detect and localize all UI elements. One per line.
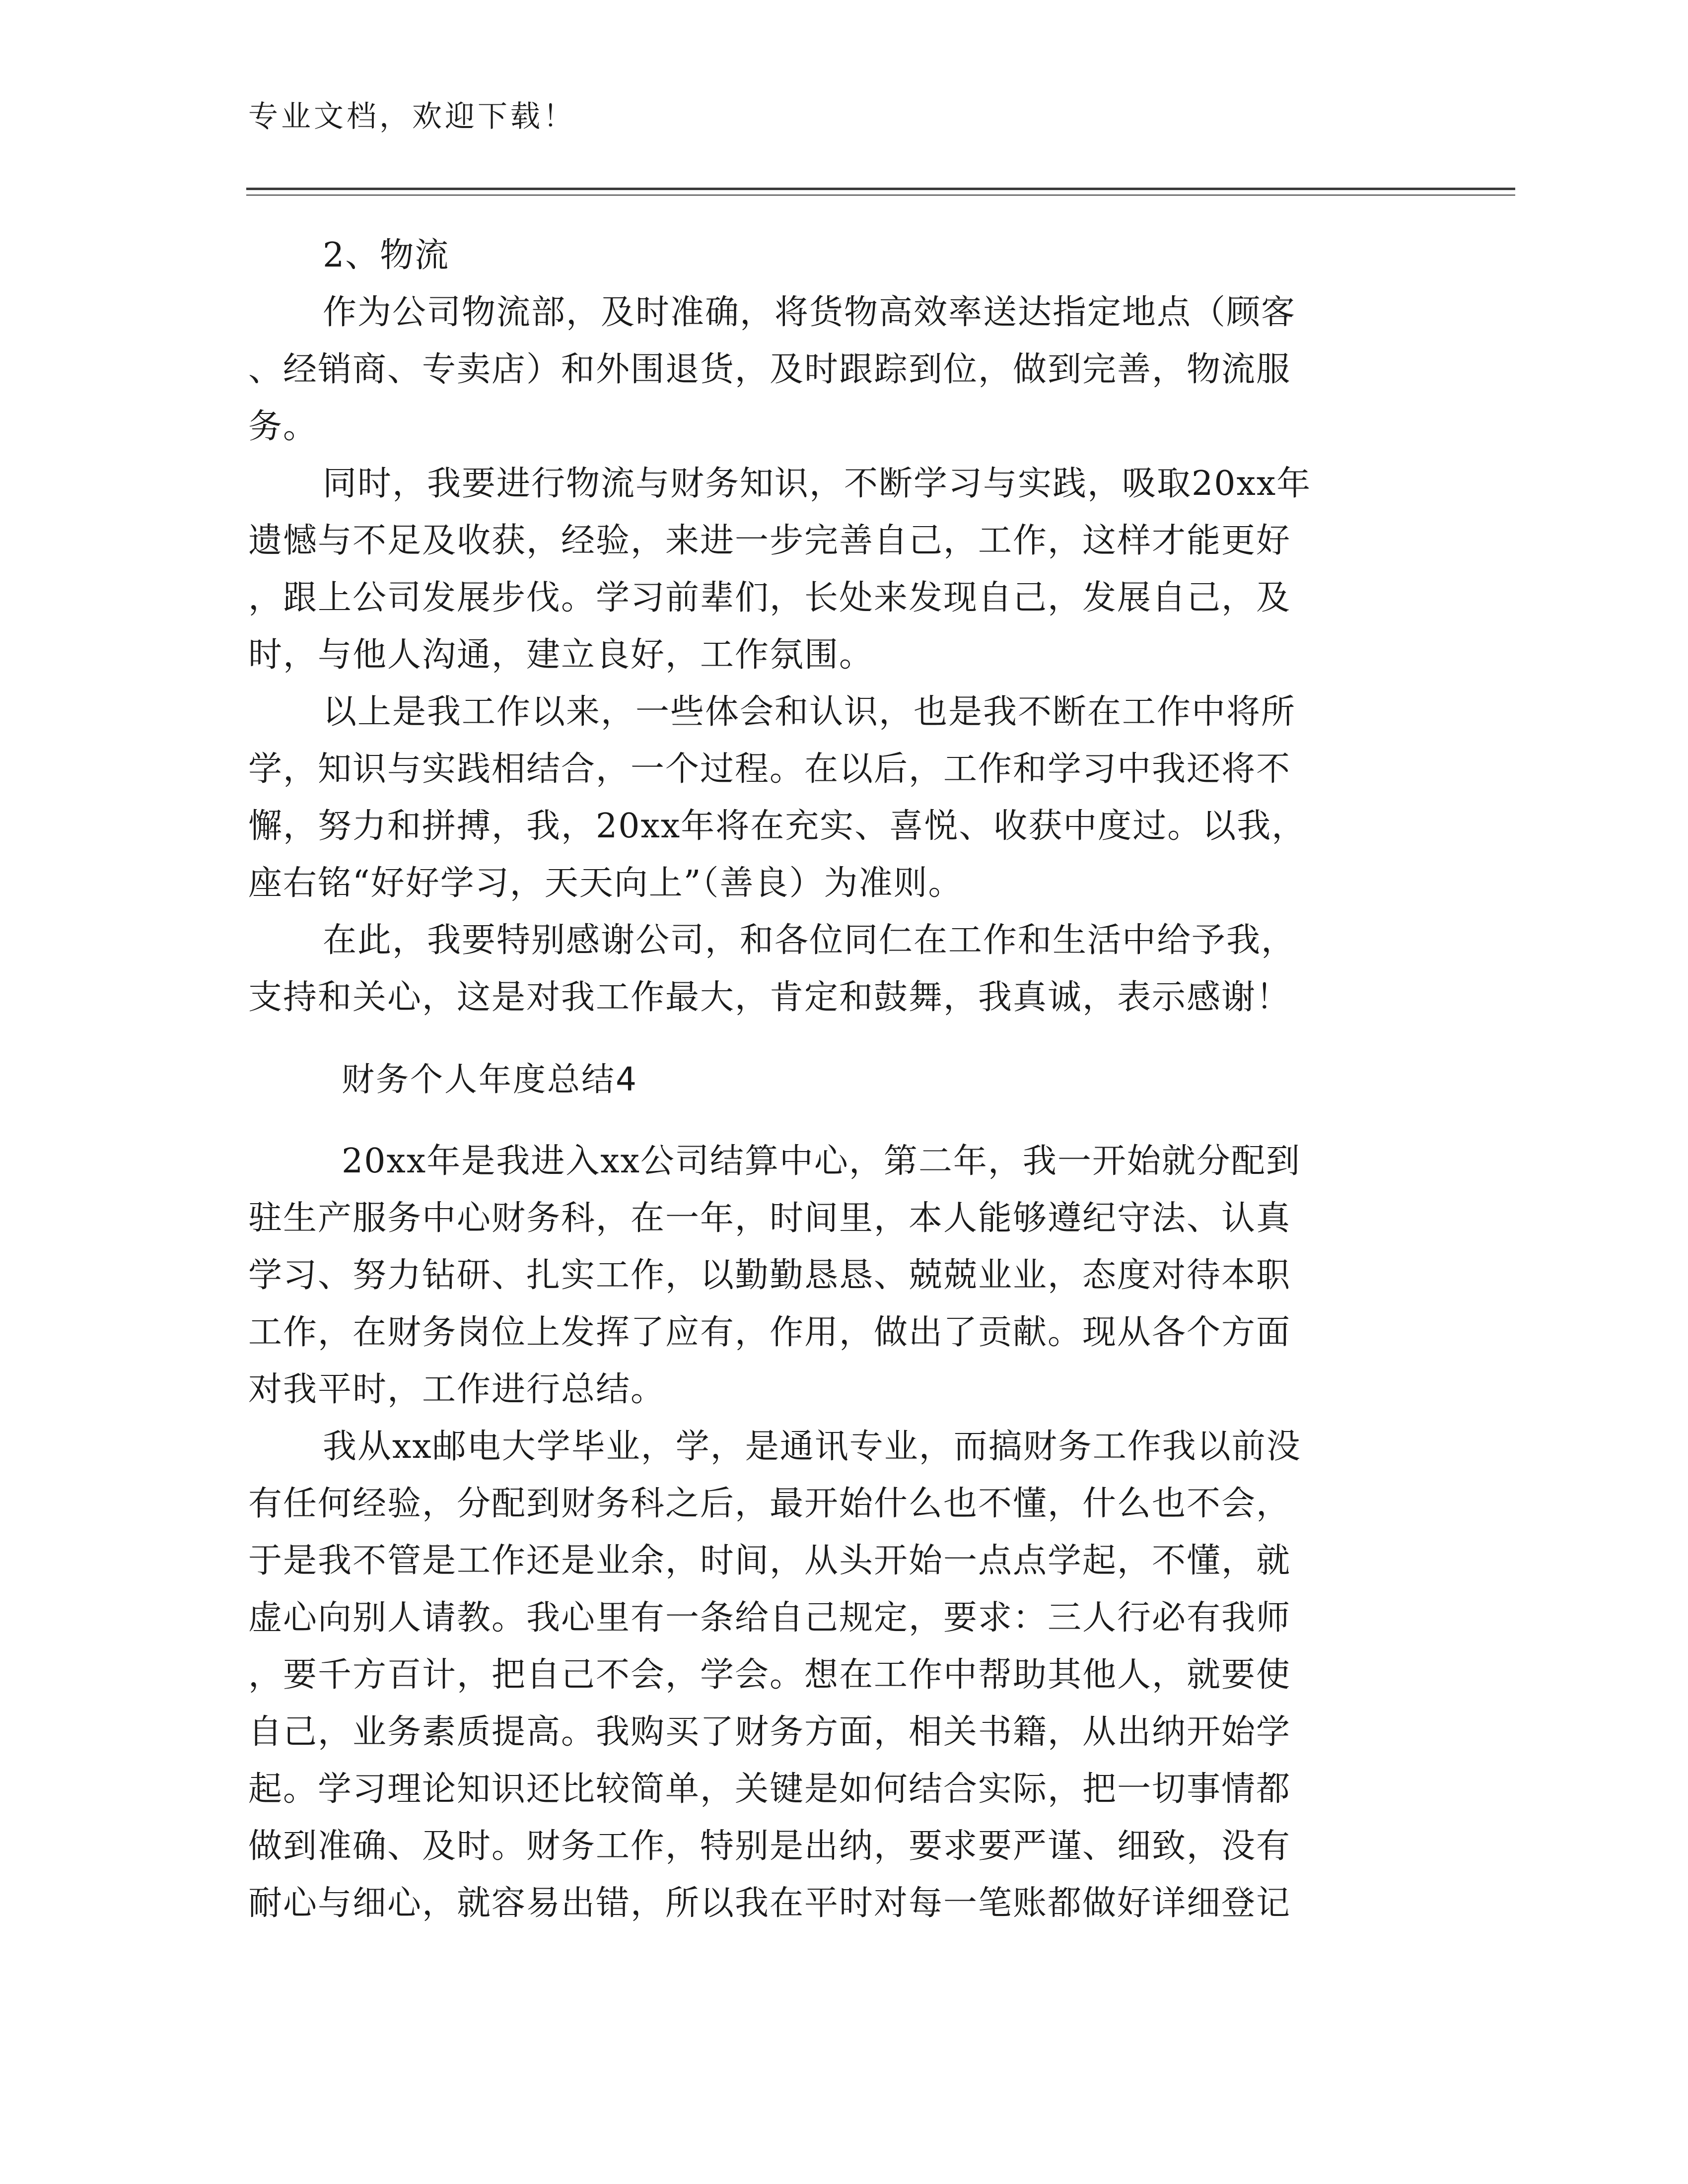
header-divider-thick [246,188,1515,190]
paragraph-line: 在此，我要特别感谢公司，和各位同仁在工作和生活中给予我， [323,921,1296,960]
paragraph-line: 20xx年是我进入xx公司结算中心，第二年，我一开始就分配到 [342,1142,1301,1181]
paragraph-line: ，要千方百计，把自己不会，学会。想在工作中帮助其他人，就要使 [248,1655,1291,1695]
paragraph-line: 同时，我要进行物流与财务知识，不断学习与实践，吸取20xx年 [323,464,1312,503]
paragraph-line: 做到准确、及时。财务工作，特别是出纳，要求要严谨、细致，没有 [248,1827,1291,1866]
paragraph-line: 遗憾与不足及收获，经验，来进一步完善自己，工作，这样才能更好 [248,521,1291,560]
paragraph-line: 、经销商、专卖店）和外围退货，及时跟踪到位，做到完善，物流服 [248,350,1291,389]
paragraph-line: 我从xx邮电大学毕业，学，是通讯专业，而搞财务工作我以前没 [323,1427,1301,1466]
paragraph-line: 务。 [248,407,318,446]
paragraph-line: 以上是我工作以来，一些体会和认识，也是我不断在工作中将所 [323,692,1296,732]
paragraph-line: 座右铭“好好学习，天天向上”（善良）为准则。 [248,864,963,903]
subsection-title: 2、物流 [323,236,450,275]
paragraph-line: 有任何经验，分配到财务科之后，最开始什么也不懂，什么也不会， [248,1484,1291,1523]
paragraph-line: 对我平时，工作进行总结。 [248,1370,666,1409]
paragraph-line: 工作，在财务岗位上发挥了应有，作用，做出了贡献。现从各个方面 [248,1313,1291,1352]
paragraph-line: 懈，努力和拼搏，我，20xx年将在充实、喜悦、收获中度过。以我， [248,807,1307,846]
paragraph-line: 虚心向别人请教。我心里有一条给自己规定，要求：三人行必有我师 [248,1598,1291,1638]
paragraph-line: 于是我不管是工作还是业余，时间，从头开始一点点学起，不懂，就 [248,1541,1291,1580]
paragraph-line: 学习、努力钻研、扎实工作，以勤勤恳恳、兢兢业业，态度对待本职 [248,1256,1291,1295]
paragraph-line: 驻生产服务中心财务科，在一年，时间里，本人能够遵纪守法、认真 [248,1199,1291,1238]
header-divider-thin [246,195,1515,196]
page-header: 专业文档，欢迎下载！ [248,99,576,134]
paragraph-line: 自己，业务素质提高。我购买了财务方面，相关书籍，从出纳开始学 [248,1712,1291,1752]
paragraph-line: 起。学习理论知识还比较简单，关键是如何结合实际，把一切事情都 [248,1770,1291,1809]
paragraph-line: 支持和关心，这是对我工作最大，肯定和鼓舞，我真诚，表示感谢！ [248,978,1291,1017]
paragraph-line: 耐心与细心，就容易出错，所以我在平时对每一笔账都做好详细登记 [248,1884,1291,1923]
paragraph-line: ，跟上公司发展步伐。学习前辈们，长处来发现自己，发展自己，及 [248,578,1291,617]
paragraph-line: 作为公司物流部，及时准确，将货物高效率送达指定地点（顾客 [323,293,1296,332]
paragraph-line: 学，知识与实践相结合，一个过程。在以后，工作和学习中我还将不 [248,750,1291,789]
paragraph-line: 时，与他人沟通，建立良好，工作氛围。 [248,635,874,675]
section-heading: 财务个人年度总结4 [342,1060,638,1098]
